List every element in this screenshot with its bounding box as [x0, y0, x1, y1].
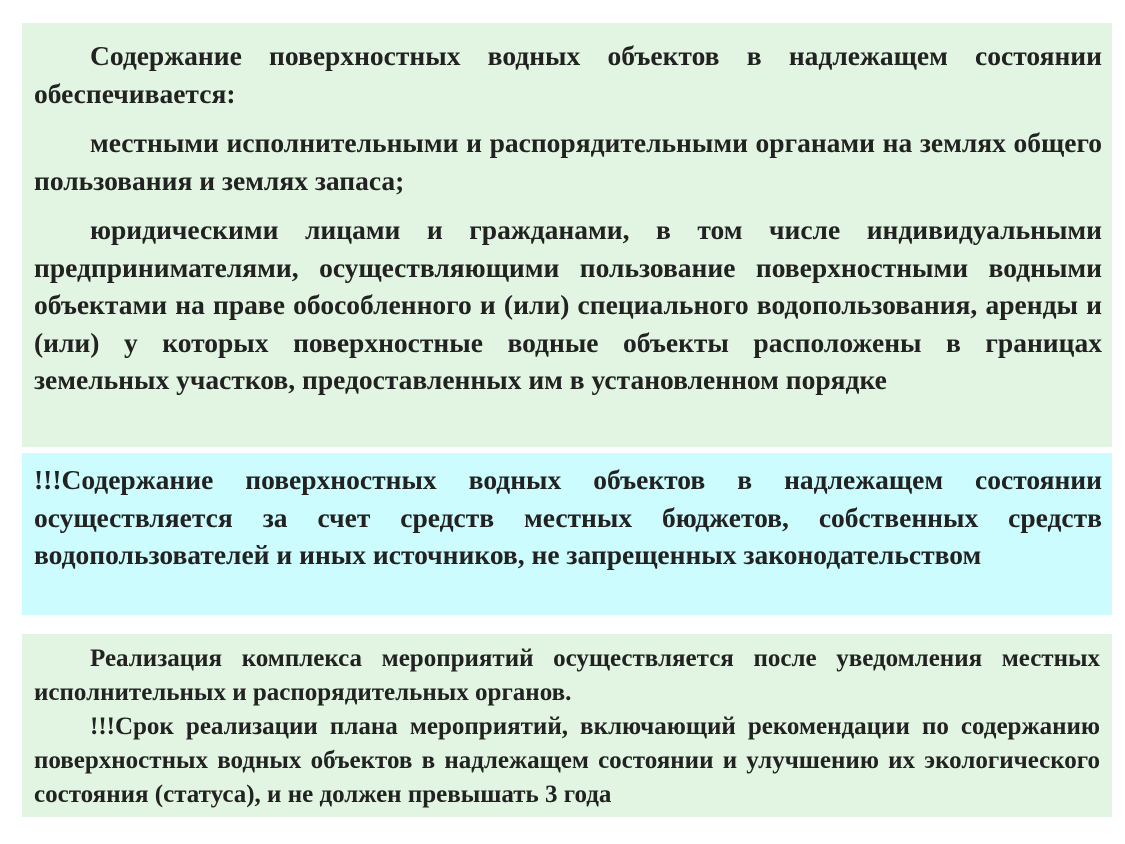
- maintenance-intro-paragraph: Содержание поверхностных водных объектов в надлежащем состоянии обеспечивается:: [34, 40, 1102, 109]
- implementation-deadline-paragraph: !!!Срок реализации плана мероприятий, включающий рекомендации по содержанию поверхностных водных объектов в надлежащем состоянии и улучшению их экологического состояния (статуса), и не должен превышать 3 года: [34, 713, 1100, 808]
- local-authorities-paragraph: местными исполнительными и распорядительными органами на землях общего пользования и землях запаса;: [34, 127, 1102, 196]
- funding-sources-panel: [22, 453, 1112, 615]
- implementation-notice-paragraph: Реализация комплекса мероприятий осуществляется после уведомления местных исполнительных и распорядительных органов.: [34, 645, 1100, 706]
- funding-sources-paragraph: !!!Содержание поверхностных водных объектов в надлежащем состоянии осуществляется за счет средств местных бюджетов, собственных средств водопользователей и иных источников, не запрещенных законодательством: [34, 464, 1102, 570]
- maintenance-responsibility-panel: [22, 23, 1112, 447]
- legal-entities-paragraph: юридическими лицами и гражданами, в том числе индивидуальными предпринимателями, осуществляющими пользование поверхностными водными объектами на праве обособленного и (или) специального водопользования, аренды и (или) у которых поверхностные водные объекты расположены в границах земельных участков, предоставленных им в установленном порядке: [34, 214, 1102, 395]
- implementation-panel: [22, 634, 1112, 817]
